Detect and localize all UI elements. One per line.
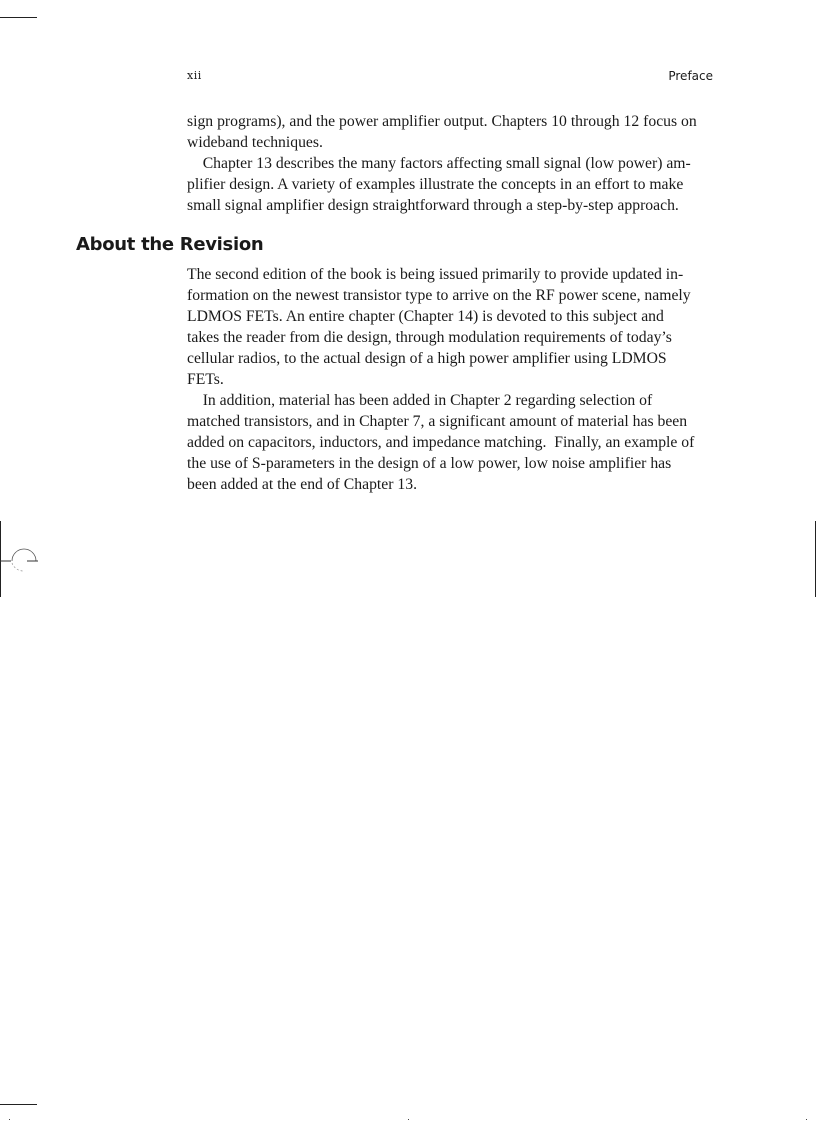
crop-mark-top-left	[0, 17, 37, 18]
trim-dot-bottom-left	[9, 1119, 10, 1120]
text-line: cellular radios, to the actual design of a high power amplifier using LDMOS	[187, 350, 667, 367]
text-line: wideband techniques.	[187, 134, 323, 151]
text-line: formation on the newest transistor type to arrive on the RF power scene, namely	[187, 287, 691, 304]
text-line: the use of S-parameters in the design of a low power, low noise amplifier has	[187, 455, 672, 472]
text-line: In addition, material has been added in Chapter 2 regarding selection of	[187, 392, 653, 409]
text-line: added on capacitors, inductors, and impedance matching. Finally, an example of	[187, 434, 695, 451]
text-line: small signal amplifier design straightforward through a step-by-step approach.	[187, 197, 679, 214]
running-head: Preface	[668, 69, 713, 83]
text-line: sign programs), and the power amplifier output. Chapters 10 through 12 focus on	[187, 113, 697, 130]
text-line: The second edition of the book is being issued primarily to provide updated in-	[187, 266, 684, 283]
trim-dot-bottom-center	[408, 1119, 409, 1120]
page-number: xii	[187, 69, 202, 82]
text-line: FETs.	[187, 371, 224, 388]
body-text-revision	[187, 264, 717, 495]
text-line: LDMOS FETs. An entire chapter (Chapter 14) is devoted to this subject and	[187, 308, 664, 325]
trim-dot-bottom-right	[806, 1119, 807, 1120]
text-line: matched transistors, and in Chapter 7, a significant amount of material has been	[187, 413, 688, 430]
text-line: been added at the end of Chapter 13.	[187, 476, 417, 493]
registration-mark-icon	[0, 539, 40, 579]
section-heading: About the Revision	[76, 234, 264, 255]
text-line: plifier design. A variety of examples illustrate the concepts in an effort to make	[187, 176, 684, 193]
body-text-intro	[187, 111, 717, 216]
text-line: Chapter 13 describes the many factors affecting small signal (low power) am-	[187, 155, 691, 172]
text-line: takes the reader from die design, through modulation requirements of today’s	[187, 329, 672, 346]
crop-mark-bottom-left	[0, 1104, 37, 1105]
